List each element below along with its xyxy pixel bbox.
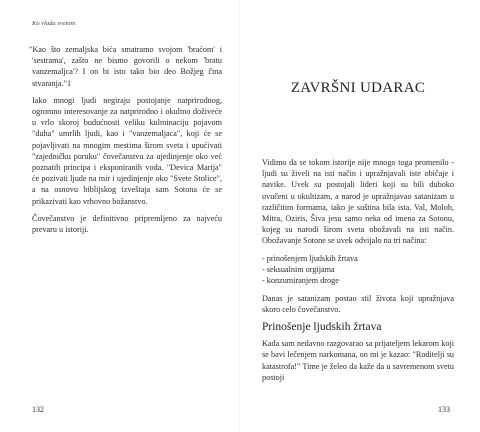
left-text-column	[29, 44, 222, 241]
body-paragraph: Vidimo da se tokom istorije nije mnogo toga promenilo - ljudi su živeli na isti način i upražnjavali iste običaje i navike. Uvek su postojali lideri koji su bili duboko uvučeni u okultizam, a narod je upražnjavao satanizam u različitim formama, iako je suština bila ista. Val, Moloh, Mitra, Oziris, Šiva jesu samo neka od imena za Sotonu, kojeg su narodi širom sveta obožavali na isti način. Obožavanje Sotone se uvek odvijalo na tri načina:	[262, 158, 454, 246]
page-number-right: 133	[438, 405, 450, 414]
quote-paragraph: "Kao što zemaljska bića smatramo svojom 'braćom' i 'sestrama', zašto ne bismo govorili o nekom 'bratu vanzemaljca'? I on bi isto tako bio deo Božjeg čina stvaranja."1	[29, 45, 222, 88]
body-paragraph: Iako mnogi ljudi negiraju postojanje natprirodnog, ogromno interesovanje za natprirodno i okultno doživeće u vrlo skoroj budućnosti veliku kulminaciju pojavom "duha" umrlih ljudi, kao i "vanzemaljaca", koji će se pojavljivati na mnogim mestima širom sveta i upućivati "zajedničku poruku" čovečanstvu za ujedinjenje oko već poznatih principa i eksponiranih voda. "Devica Marija" će pozivati ljude na mir i ujedinjenje oko "Svete Stolice", a na osnovu biblijskog izveštaja sam Sotona će se prikazivati kao vrhovno božanstvo.	[32, 95, 222, 206]
section-subheading: Prinošenje ljudskih žrtava	[262, 321, 382, 334]
body-paragraph: Kada sam nedavno razgovarao sa prijateljem lekarom koji se bavi lečenjem narkomana, on mi je kazao: "Roditelji su katastrofa!" Time je želeo da kaže da u savremenom svetu postoji	[262, 339, 454, 382]
list-item: - seksualnim orgijama	[262, 265, 335, 275]
list-item: - konzumiranjem droge	[262, 276, 339, 286]
right-text-column	[262, 157, 454, 389]
running-head: Ko vlada svetom	[32, 20, 76, 27]
list-item: - prinošenjem ljudskih žrtava	[262, 253, 358, 263]
body-paragraph: Čovečanstvo je definitivno pripremljeno za najveću prevaru u istoriji.	[32, 213, 222, 235]
body-paragraph: Danas je satanizam postao stil života koji upražnjava skoro celo čovečanstvo.	[262, 293, 454, 315]
bullet-list	[262, 253, 454, 287]
chapter-title: ZAVRŠNI UDARAC	[290, 80, 426, 96]
page-number-left: 132	[32, 405, 44, 414]
